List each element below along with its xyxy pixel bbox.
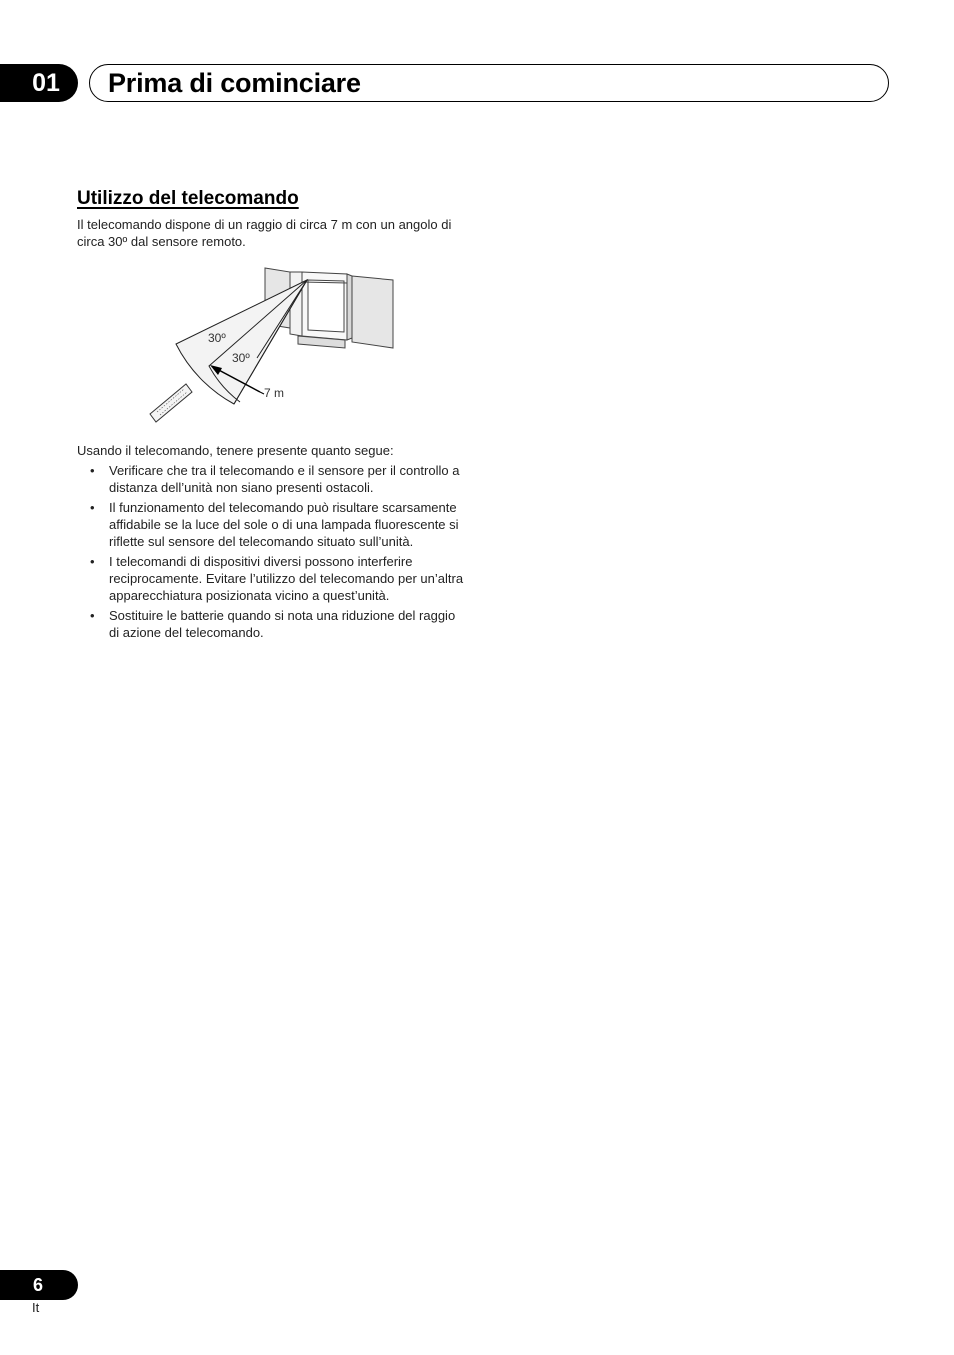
page-language: It [32, 1300, 40, 1315]
usage-intro: Usando il telecomando, tenere presente quanto segue: [77, 443, 394, 458]
list-item-text: Il funzionamento del telecomando può risultare scarsamente affidabile se la luce del sole o di una lampada fluorescente si riflette sul sensore del telecomando situato sull’unità. [109, 500, 459, 549]
bullet-marker: • [90, 608, 95, 623]
page-number: 6 [32, 1274, 43, 1295]
list-item [77, 553, 467, 604]
list-item [77, 462, 467, 496]
range-cone [176, 280, 307, 404]
list-item-text: Verificare che tra il telecomando e il sensore per il controllo a distanza dell’unità non siano presenti ostacoli. [109, 463, 460, 495]
bullet-marker: • [90, 500, 95, 515]
page-number-badge [0, 1270, 78, 1300]
remote-control-illustration [150, 384, 192, 422]
distance-label: 7 m [264, 386, 285, 400]
list-item [77, 607, 467, 641]
chapter-title-box [89, 64, 889, 102]
list-item-text: Sostituire le batterie quando si nota una riduzione del raggio di azione del telecomando. [109, 608, 456, 640]
list-item [77, 499, 467, 550]
chapter-title: Prima di cominciare [108, 67, 361, 98]
usage-bullet-list [77, 462, 467, 644]
chapter-number: 01 [32, 68, 60, 97]
angle-label-lower: 30º [232, 351, 250, 365]
bullet-marker: • [90, 463, 95, 478]
section-heading: Utilizzo del telecomando [77, 188, 299, 209]
chapter-number-badge [0, 64, 78, 102]
list-item-text: I telecomandi di dispositivi diversi possono interferire reciprocamente. Evitare l’utilizzo del telecomando per un’altra apparecchiatura posizionata vicino a quest’unità. [109, 554, 464, 603]
angle-label-upper: 30º [208, 331, 226, 345]
remote-range-diagram [140, 262, 410, 432]
bullet-marker: • [90, 554, 95, 569]
section-intro: Il telecomando dispone di un raggio di circa 7 m con un angolo di circa 30º dal sensore remoto. [77, 217, 452, 249]
